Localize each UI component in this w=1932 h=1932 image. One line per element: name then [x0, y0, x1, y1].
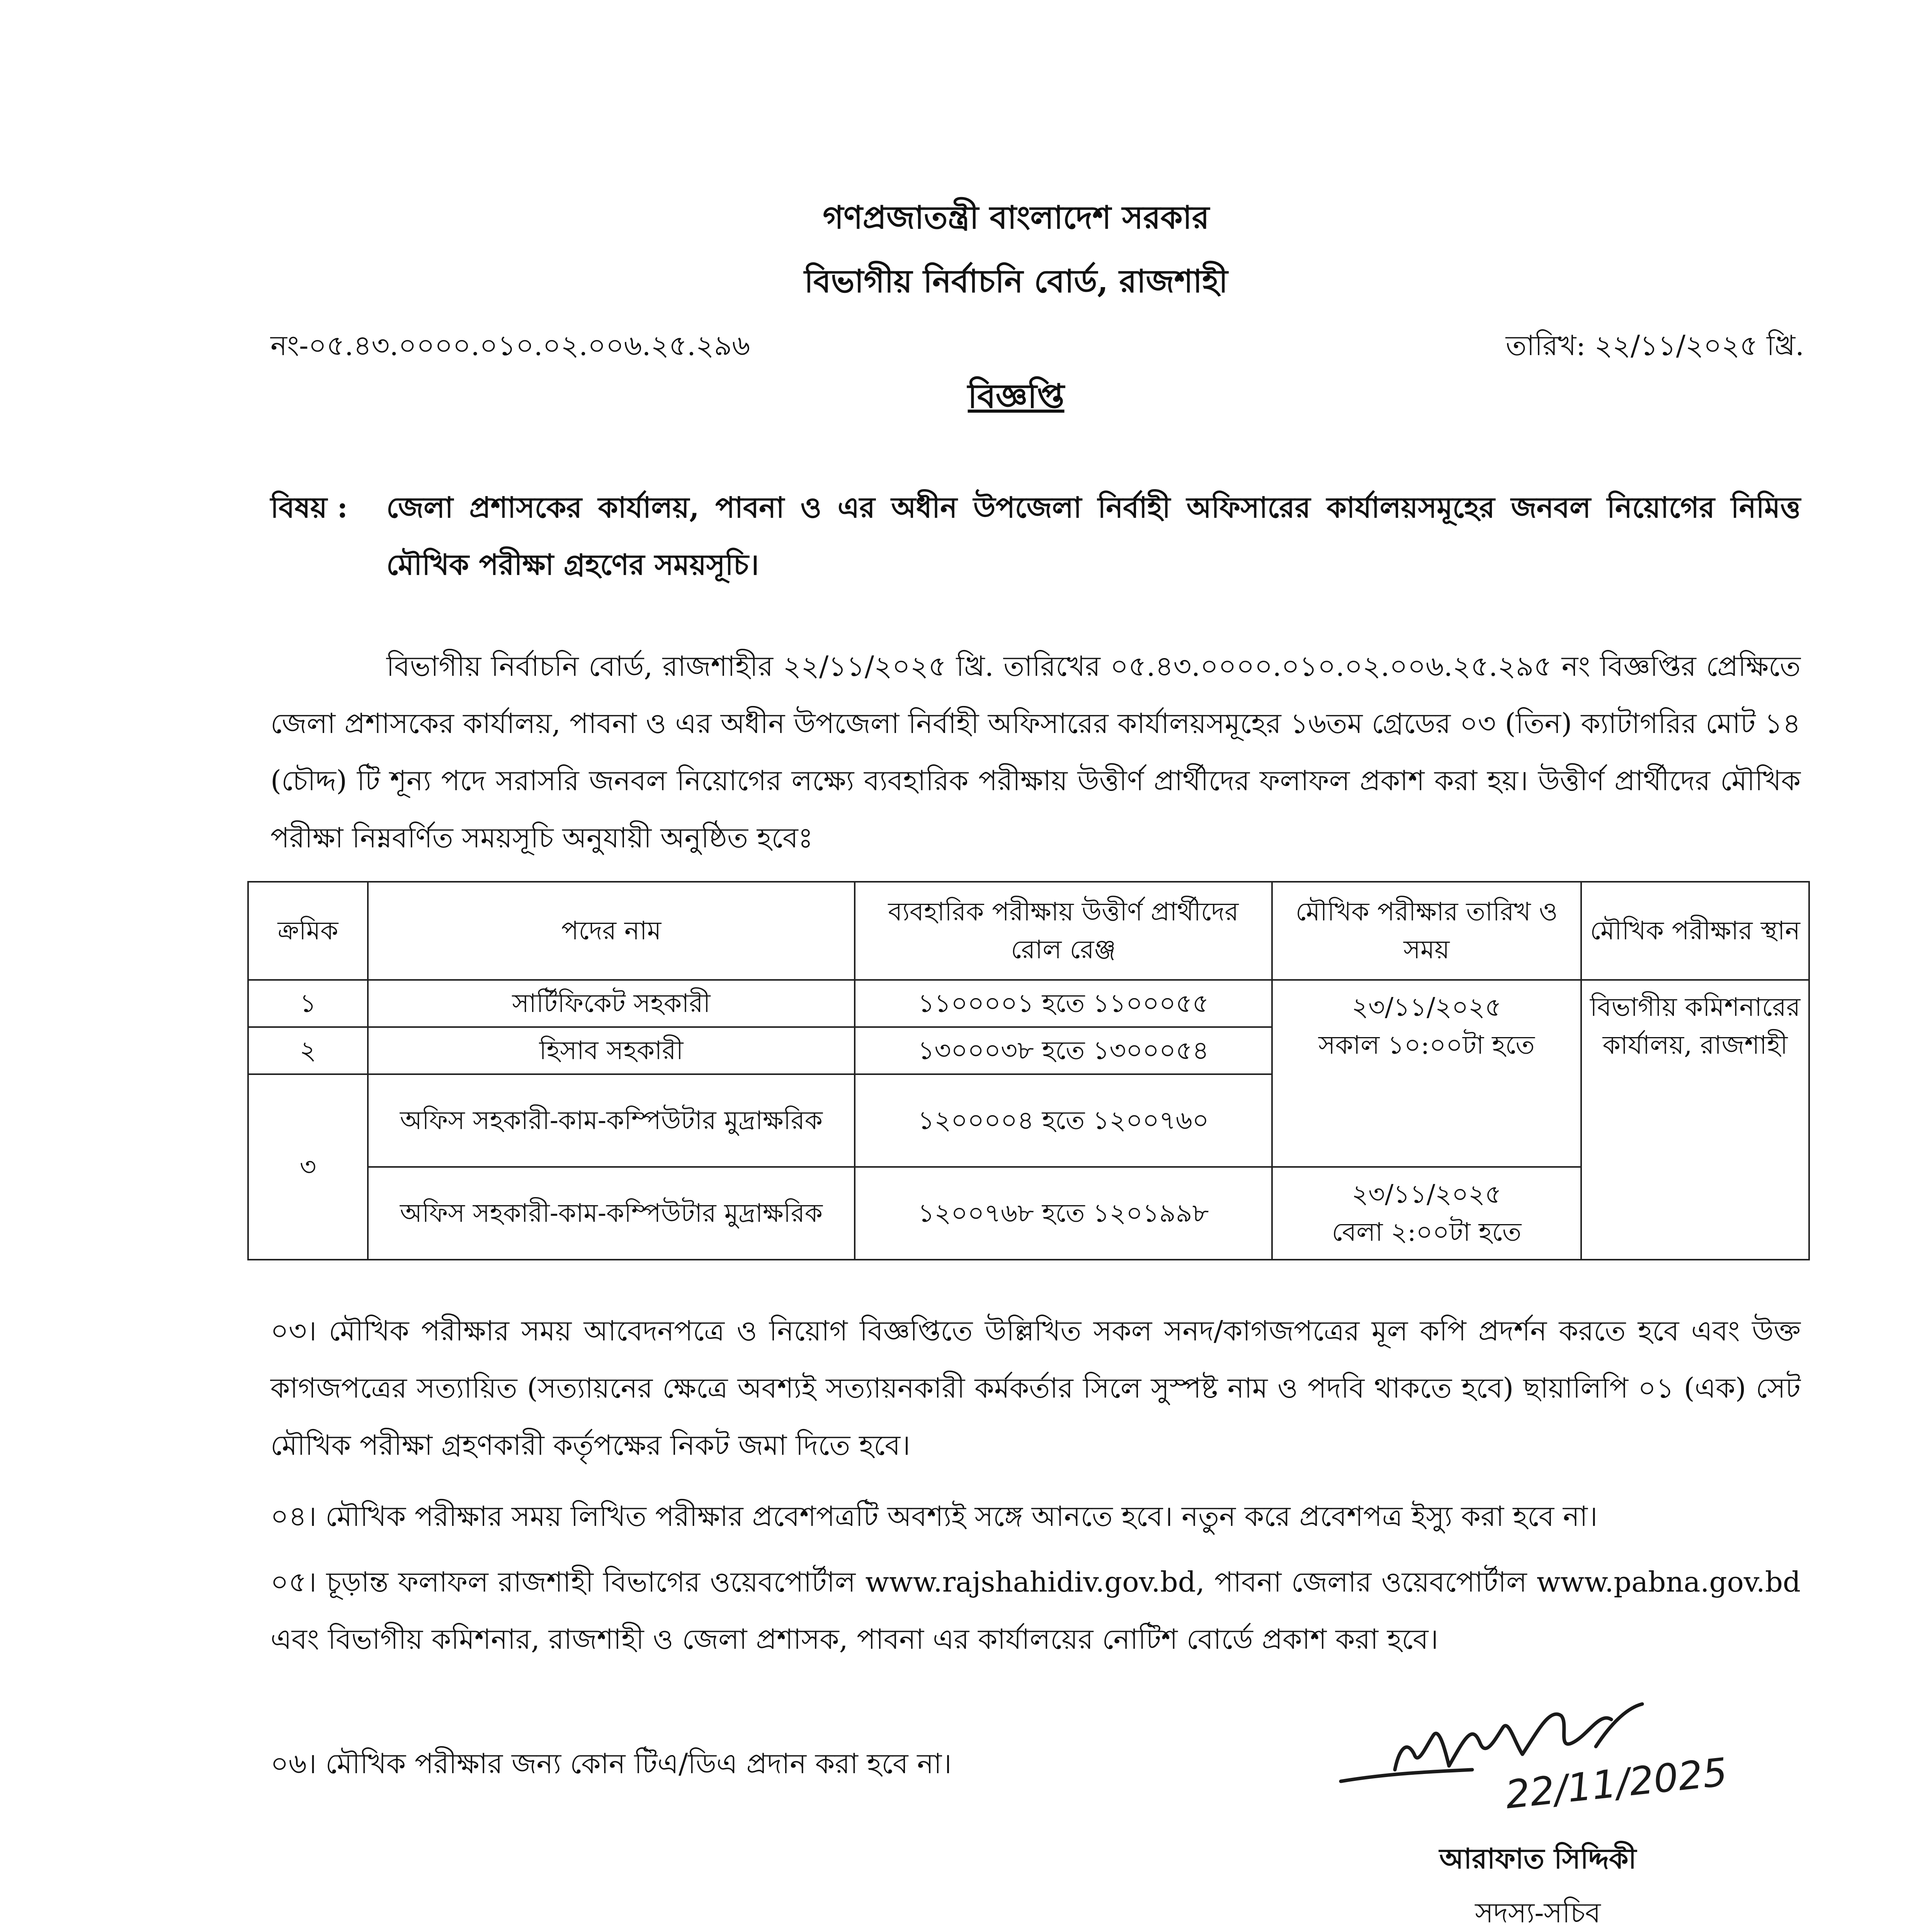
government-title: গণপ্রজাতন্ত্রী বাংলাদেশ সরকার	[823, 199, 1209, 236]
subject-label: বিষয় :	[270, 491, 348, 524]
cell-venue: বিভাগীয় কমিশনারের কার্যালয়, রাজশাহী	[1581, 980, 1809, 1260]
header-venue: মৌখিক পরীক্ষার স্থান	[1581, 882, 1809, 980]
cell-serial: ৩	[248, 1074, 368, 1260]
signatory-name: আরাফাত সিদ্দিকী	[1439, 1842, 1637, 1875]
cell-serial: ২	[248, 1027, 368, 1074]
header-roll-range: ব্যবহারিক পরীক্ষায় উত্তীর্ণ প্রার্থীদের রোল রেঞ্জ	[855, 882, 1272, 980]
header-serial: ক্রমিক	[248, 882, 368, 980]
cell-roll-range: ১২০০০০৪ হতে ১২০০৭৬০	[855, 1074, 1272, 1167]
afternoon-date: ২৩/১১/২০২৫	[1352, 1179, 1502, 1209]
subject-text: জেলা প্রশাসকের কার্যালয়, পাবনা ও এর অধীন উপজেলা নির্বাহী অফিসারের কার্যালয়সমূহের জনবল নিয়োগের নিমিত্ত মৌখিক পরীক্ষা গ্রহণের সময়সূচি।	[386, 491, 1801, 582]
table-row	[248, 1167, 1809, 1260]
instruction-06: ০৬। মৌখিক পরীক্ষার জন্য কোন টিএ/ডিএ প্রদান করা হবে না।	[270, 1747, 952, 1780]
notice-title: বিজ্ঞপ্তি	[968, 377, 1065, 416]
cell-post: হিসাব সহকারী	[368, 1027, 855, 1074]
signature-1-date: 22/11/2025	[1503, 1749, 1730, 1818]
subject	[270, 479, 1801, 594]
instruction-03: ০৩। মৌখিক পরীক্ষার সময় আবেদনপত্রে ও নিয়োগ বিজ্ঞপ্তিতে উল্লিখিত সকল সনদ/কাগজপত্রের মূল কপি প্রদর্শন করতে হবে এবং উক্ত কাগজপত্রের সত্যায়িত (সত্যায়নের ক্ষেত্রে অবশ্যই সত্যায়নকারী কর্মকর্তার সিলে সুস্পষ্ট নাম ও পদবি থাকতে হবে) ছায়ালিপি ০১ (এক) সেট মৌখিক পরীক্ষা গ্রহণকারী কর্তৃপক্ষের নিকট জমা দিতে হবে।	[270, 1315, 1801, 1461]
morning-date: ২৩/১১/২০২৫	[1352, 992, 1502, 1022]
header-datetime: মৌখিক পরীক্ষার তারিখ ও সময়	[1272, 882, 1581, 980]
afternoon-time: বেলা ২:০০টা হতে	[1332, 1217, 1522, 1247]
cell-serial: ১	[248, 980, 368, 1027]
instruction-05: ০৫। চূড়ান্ত ফলাফল রাজশাহী বিভাগের ওয়েবপোর্টাল www.rajshahidiv.gov.bd, পাবনা জেলার ওয়েবপোর্টাল www.pabna.gov.bd এবং বিভাগীয় কমিশনার, রাজশাহী ও জেলা প্রশাসক, পাবনা এর কার্যালয়ের নোটিশ বোর্ডে প্রকাশ করা হবে।	[270, 1566, 1801, 1655]
table-row	[248, 980, 1809, 1027]
signature-1-block	[1287, 1832, 1789, 1932]
cell-roll-range: ১৩০০০৩৮ হতে ১৩০০০৫৪	[855, 1027, 1272, 1074]
instruction-04: ০৪। মৌখিক পরীক্ষার সময় লিখিত পরীক্ষার প্রবেশপত্রটি অবশ্যই সঙ্গে আনতে হবে। নতুন করে প্রবেশপত্র ইস্যু করা হবে না।	[270, 1500, 1598, 1532]
memo-number: নং-০৫.৪৩.০০০০.০১০.০২.০০৬.২৫.২৯৬	[270, 329, 750, 362]
office-title: বিভাগীয় নির্বাচনি বোর্ড, রাজশাহী	[804, 263, 1228, 300]
schedule-table	[247, 881, 1810, 1260]
cell-roll-range: ১১০০০০১ হতে ১১০০০৫৫	[855, 980, 1272, 1027]
memo-date: তারিখ: ২২/১১/২০২৫ খ্রি.	[1505, 329, 1804, 362]
cell-post: অফিস সহকারী-কাম-কম্পিউটার মুদ্রাক্ষরিক	[368, 1074, 855, 1167]
body-paragraph: বিভাগীয় নির্বাচনি বোর্ড, রাজশাহীর ২২/১১/২০২৫ খ্রি. তারিখের ০৫.৪৩.০০০০.০১০.০২.০০৬.২৫.২৯৫ নং বিজ্ঞপ্তির প্রেক্ষিতে জেলা প্রশাসকের কার্যালয়, পাবনা ও এর অধীন উপজেলা নির্বাহী অফিসারের কার্যালয়সমূহের ১৬তম গ্রেডের ০৩ (তিন) ক্যাটাগরির মোট ১৪ (চৌদ্দ) টি শূন্য পদে সরাসরি জনবল নিয়োগের লক্ষ্যে ব্যবহারিক পরীক্ষায় উত্তীর্ণ প্রার্থীদের ফলাফল প্রকাশ করা হয়। উত্তীর্ণ প্রার্থীদের মৌখিক পরীক্ষা নিম্নবর্ণিত সময়সূচি অনুযায়ী অনুষ্ঠিত হবেঃ	[270, 650, 1801, 854]
cell-roll-range: ১২০০৭৬৮ হতে ১২০১৯৯৮	[855, 1167, 1272, 1260]
table-header-row	[248, 882, 1809, 980]
morning-time: সকাল ১০:০০টা হতে	[1318, 1030, 1535, 1060]
header-post: পদের নাম	[368, 882, 855, 980]
cell-afternoon-slot	[1272, 1167, 1581, 1260]
cell-post: অফিস সহকারী-কাম-কম্পিউটার মুদ্রাক্ষরিক	[368, 1167, 855, 1260]
cell-post: সার্টিফিকেট সহকারী	[368, 980, 855, 1027]
cell-morning-slot	[1272, 980, 1581, 1167]
signatory-designation: সদস্য-সচিব	[1475, 1896, 1601, 1929]
